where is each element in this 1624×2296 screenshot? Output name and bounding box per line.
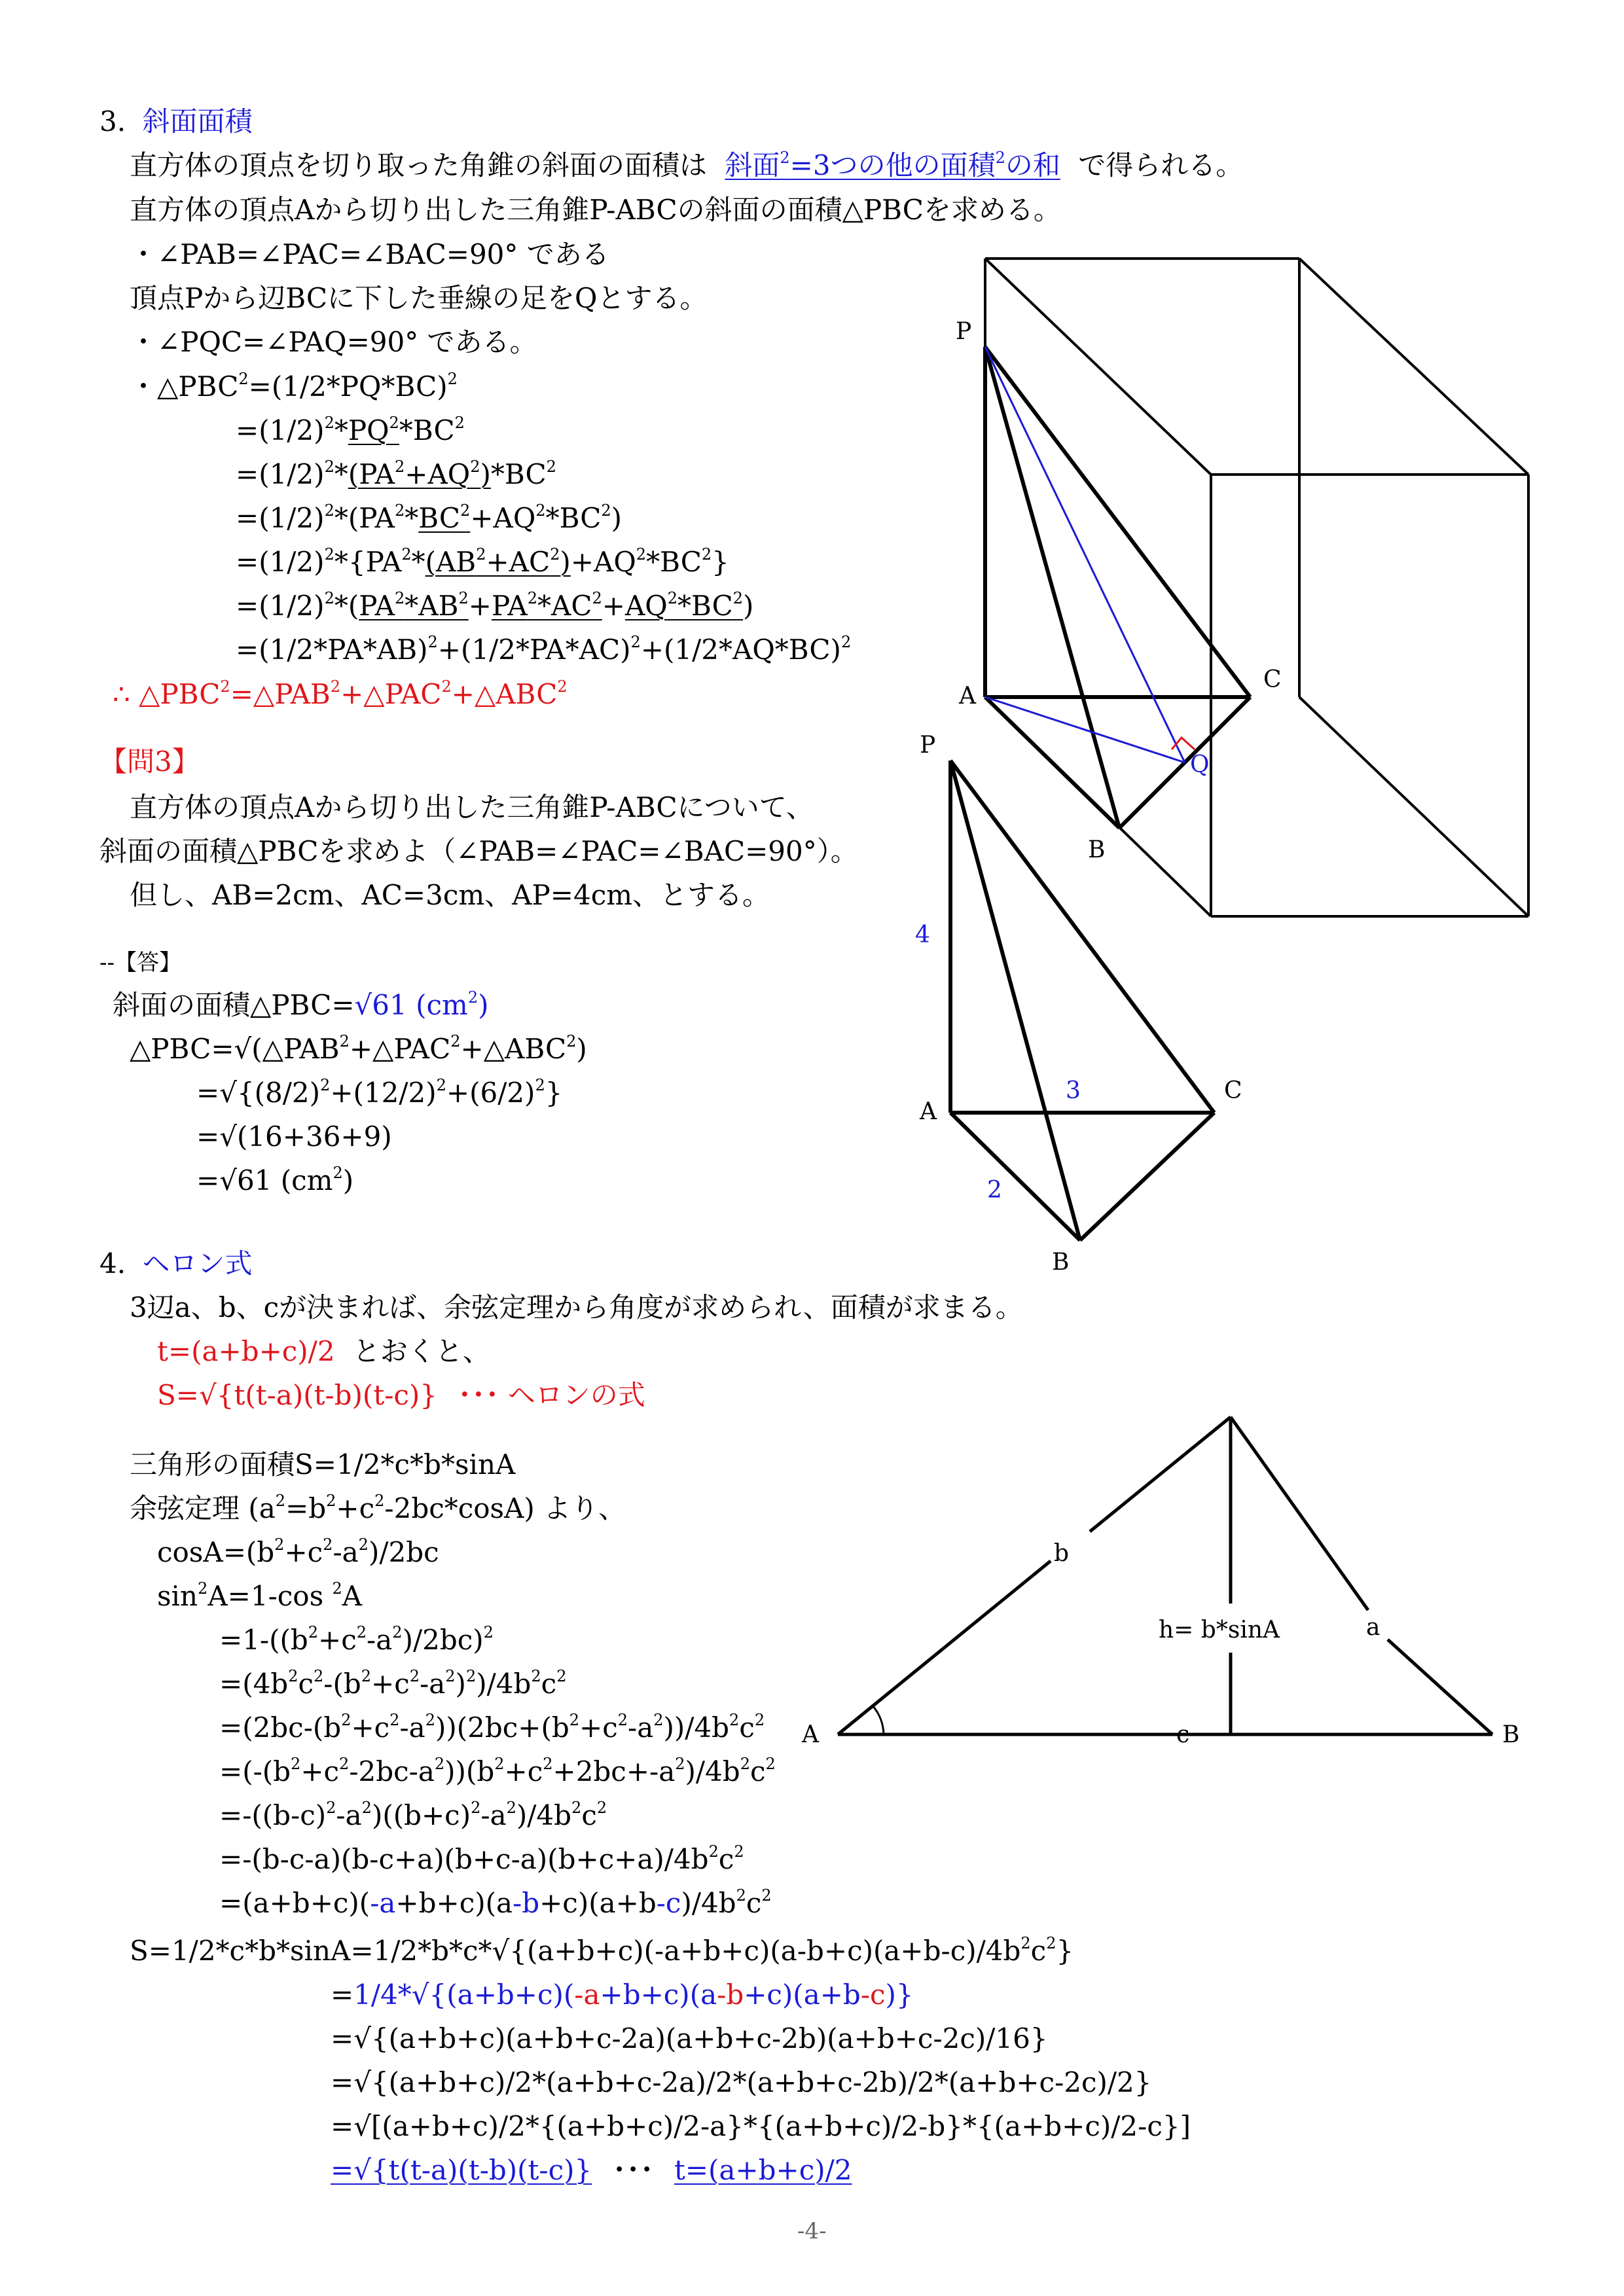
angle-A-arc [873, 1706, 884, 1734]
t-definition [157, 1335, 490, 1369]
edge [985, 259, 1211, 475]
t-tail: とおくと、 [352, 1335, 490, 1367]
answer-step-1: $\triangle PBC=√(\triangle PAB^2+\triangle PAC^2+\triangle ABC^2)$ [130, 1032, 587, 1065]
intro-line [130, 149, 1243, 183]
sin-step-4: $=(-(b^2+c^2-2bc-a^2))(b^2+c^2+2bc+-a^2)/4b^2c^2$ [219, 1755, 776, 1787]
heron-intro: 3辺a、b、cが決まれば、余弦定理から角度が求められ、面積が求まる。 [130, 1291, 1023, 1323]
answer-step-3: =√(16+36+9) [196, 1121, 392, 1153]
section-title: ヘロン式 [142, 1247, 253, 1280]
length-AP: 4 [915, 922, 930, 948]
side-b-upper [1090, 1417, 1231, 1532]
label-C: C [1263, 666, 1282, 693]
sin-step-1: $=1-((b^2+c^2-a^2)/2bc)^2$ [219, 1623, 494, 1656]
page-number: -4- [797, 2218, 827, 2244]
length-AB: 2 [987, 1177, 1002, 1204]
label-P: P [956, 318, 972, 345]
line-2: 直方体の頂点Aから切り出した三角錐P-ABCの斜面の面積△PBCを求める。 [130, 194, 1061, 226]
side-b-lower [838, 1561, 1051, 1734]
sin-step-6: $=-(b-c-a)(b-c+a)(b+c-a)(b+c+a)/4b^2c^2$ [219, 1842, 744, 1875]
problem-line-2: 斜面の面積△PBCを求めよ（∠PAB=∠PAC=∠BAC=90°）。 [99, 835, 858, 867]
label-a: a [1366, 1614, 1380, 1641]
answer-value: √61 $(cm^2)$ [354, 988, 489, 1021]
sin-step-3: $=(2bc-(b^2+c^2-a^2))(2bc+(b^2+c^2-a^2))/4b^2c^2$ [219, 1711, 765, 1744]
dots: ･･･ [612, 2154, 654, 2186]
label-B: B [1502, 1721, 1520, 1748]
problem-line-3: 但し、AB=2cm、AC=3cm、AP=4cm、とする。 [130, 879, 770, 911]
derivation-4: $=(1/2)^2*\{PA^2*(AB^2+AC^2)+AQ^2*BC^2\}$ [236, 545, 729, 578]
answer-line [113, 988, 489, 1022]
S-line-2: =1/4*√{(a+b+c)(-a+b+c)(a-b+c)(a+b-c)} [331, 1979, 914, 2011]
S-line-1: $S=1/2*c*b*\sin A=1/2*b*c*√\{(a+b+c)(-a+b+c)(a-b+c)(a+b-c)/4b^2c^2\}$ [130, 1934, 1074, 1967]
problem-line-1: 直方体の頂点Aから切り出した三角錐P-ABCについて、 [130, 791, 814, 823]
cosine-law: 余弦定理 $(a^2=b^2+c^2-2bc*\cos A)$ より、 [130, 1492, 626, 1524]
label-A: A [920, 1098, 937, 1125]
intro-tail: で得られる。 [1078, 149, 1244, 181]
t-result: t=(a+b+c)/2 [674, 2154, 852, 2186]
heron-expression: S=√{t(t-a)(t-b)(t-c)} [157, 1379, 438, 1411]
area-formula: 三角形の面積S=1/2*c*b*sinA [130, 1448, 516, 1480]
heron-caption: ･･･ ヘロンの式 [458, 1379, 645, 1411]
S-line-3: =√{(a+b+c)(a+b+c-2a)(a+b+c-2b)(a+b+c-2c)/16} [331, 2022, 1048, 2054]
answer-step-4: =√61 $(cm^2)$ [196, 1164, 354, 1196]
derivation-3: $=(1/2)^2*(PA^2*BC^2+AQ^2*BC^2)$ [236, 501, 623, 534]
label-C: C [1224, 1077, 1242, 1104]
section-number: 3. [99, 105, 126, 137]
bullet-1: ・∠PAB=∠PAC=∠BAC=90° である [130, 238, 609, 270]
heron-result: =√{t(t-a)(t-b)(t-c)} [331, 2154, 592, 2186]
label-P: P [920, 732, 936, 759]
label-A: A [959, 683, 976, 709]
S-line-6 [331, 2153, 852, 2187]
label-A: A [802, 1721, 819, 1748]
figure-triangle [792, 1335, 1532, 1767]
derivation-2: $=(1/2)^2*(PA^2+AQ^2)*BC^2$ [236, 457, 556, 490]
section-3-heading [99, 105, 252, 139]
section-4-heading [99, 1247, 252, 1281]
answer-label: 斜面の面積△PBC= [113, 989, 355, 1021]
intro-text: 直方体の頂点を切り取った角錐の斜面の面積は [130, 149, 708, 181]
label-height: h= b*sinA [1159, 1617, 1280, 1643]
label-b: b [1054, 1540, 1070, 1567]
sin-step-5: $=-((b-c)^2-a^2)((b+c)^2-a^2)/4b^2c^2$ [219, 1799, 607, 1831]
sin-step-2: $=(4b^2c^2-(b^2+c^2-a^2)^2)/4b^2c^2$ [219, 1667, 567, 1700]
answer-heading: --【答】 [99, 950, 181, 976]
answer-step-2: $=√\{(8/2)^2+(12/2)^2+(6/2)^2\}$ [196, 1076, 563, 1109]
label-c: c [1176, 1721, 1190, 1748]
line-4: 頂点Pから辺BCに下した垂線の足をQとする。 [130, 282, 708, 314]
derivation-5: $=(1/2)^2*(PA^2*AB^2+PA^2*AC^2+AQ^2*BC^2)$ [236, 589, 754, 622]
length-AC: 3 [1066, 1077, 1081, 1104]
S-line-5: =√[(a+b+c)/2*{(a+b+c)/2-a}*{(a+b+c)/2-b}*{(a+b+c)/2-c}] [331, 2110, 1191, 2142]
intro-rule-link: 斜面$^2$=3つの他の面積$^2$の和 [725, 149, 1060, 181]
S-line-4: =√{(a+b+c)/2*(a+b+c-2a)/2*(a+b+c-2b)/2*(a+b+c-2c)/2} [331, 2066, 1152, 2098]
cosA-line: $\cos A=(b^2+c^2-a^2)/2bc$ [157, 1535, 439, 1568]
label-Q: Q [1190, 751, 1210, 778]
figure-tetrahedron [903, 726, 1270, 1289]
derivation-1: $=(1/2)^2*PQ^2*BC^2$ [236, 414, 465, 446]
label-B: B [1052, 1249, 1070, 1276]
derivation-0: ・$\triangle PBC^2=(1/2*PQ*BC)^2$ [130, 370, 458, 403]
heron-formula [157, 1378, 645, 1412]
sin-step-7: $=(a+b+c)(-a+b+c)(a-b+c)(a+b-c)/4b^2c^2$ [219, 1886, 772, 1919]
label-B: B [1088, 836, 1106, 863]
conclusion: ∴ $\triangle PBC^2=\triangle PAB^2+\triangle PAC^2+\triangle ABC^2$ [113, 677, 568, 710]
edge [1299, 259, 1528, 475]
derivation-6: $=(1/2*PA*AB)^2+(1/2*PA*AC)^2+(1/2*AQ*BC)^2$ [236, 633, 852, 666]
bullet-2: ・∠PQC=∠PAQ=90° である。 [130, 326, 537, 358]
section-title: 斜面面積 [142, 105, 253, 137]
edge [1299, 697, 1528, 916]
t-formula: t=(a+b+c)/2 [157, 1335, 335, 1367]
side-a-upper [1231, 1417, 1368, 1610]
problem-3-title: 【問3】 [99, 745, 200, 778]
side-a-lower [1388, 1640, 1492, 1734]
section-number: 4. [99, 1247, 126, 1280]
sin2A-line: $\sin^2A=1-\cos$ $^2$A [157, 1579, 363, 1612]
